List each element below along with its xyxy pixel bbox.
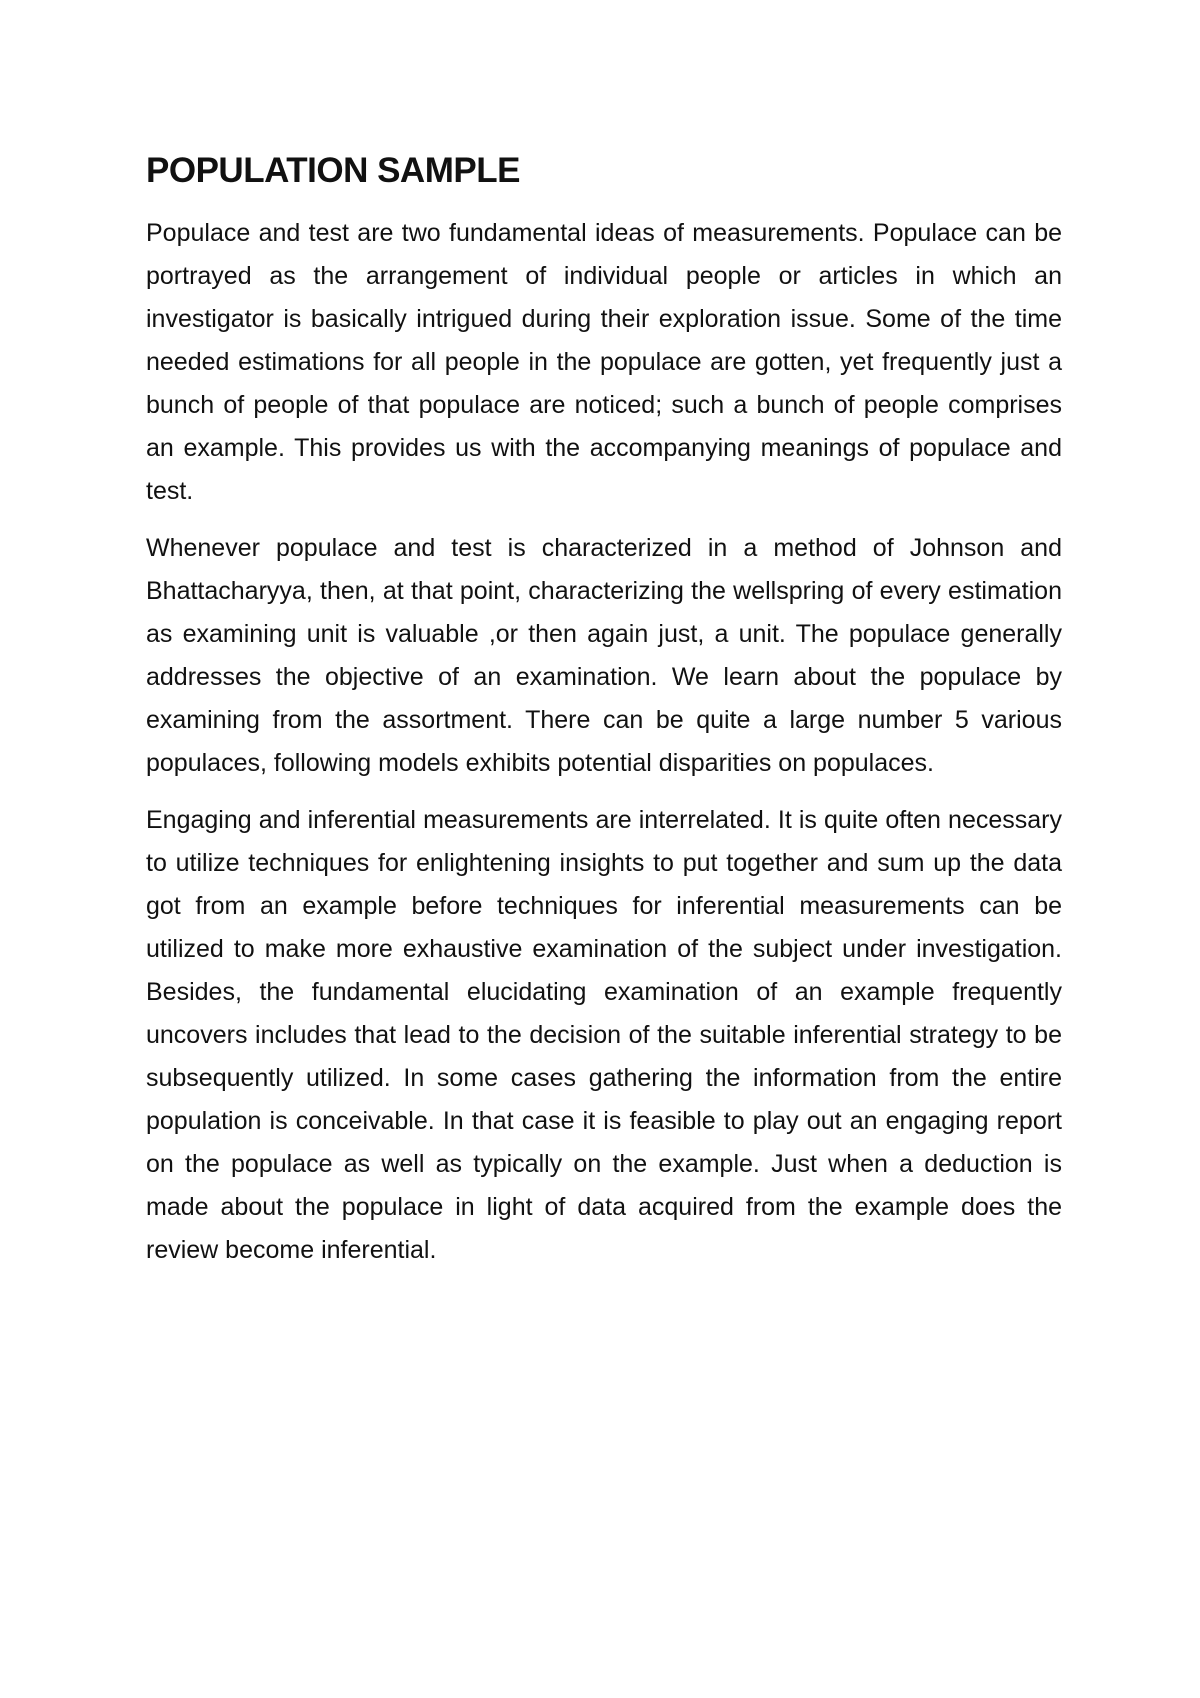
document-body bbox=[146, 150, 1062, 1286]
paragraph-sampling-unit: Whenever populace and test is characterized in a method of Johnson and Bhattacharyya, then, at that point, characterizing the wellspring of every estimation as examining unit is valuable ,or then again just, a unit. The populace generally addresses the objective of an examination. We learn about the populace by examining from the assortment. There can be quite a large number 5 various populaces, following models exhibits potential disparities on populaces. bbox=[146, 534, 1062, 777]
document-title: POPULATION SAMPLE bbox=[146, 151, 520, 190]
paragraph-descriptive-inferential: Engaging and inferential measurements are interrelated. It is quite often necessary to utilize techniques for enlightening insights to put together and sum up the data got from an example before techniques for inferential measurements can be utilized to make more exhaustive examination of the subject under investigation. Besides, the fundamental elucidating examination of an example frequently uncovers includes that lead to the decision of the suitable inferential strategy to be subsequently utilized. In some cases gathering the information from the entire population is conceivable. In that case it is feasible to play out an engaging report on the populace as well as typically on the example. Just when a deduction is made about the populace in light of data acquired from the example does the review become inferential. bbox=[146, 806, 1062, 1264]
paragraph-population-definition: Populace and test are two fundamental ideas of measurements. Populace can be portrayed as the arrangement of individual people or articles in which an investigator is basically intrigued during their exploration issue. Some of the time needed estimations for all people in the populace are gotten, yet frequently just a bunch of people of that populace are noticed; such a bunch of people comprises an example. This provides us with the accompanying meanings of populace and test. bbox=[146, 219, 1062, 505]
